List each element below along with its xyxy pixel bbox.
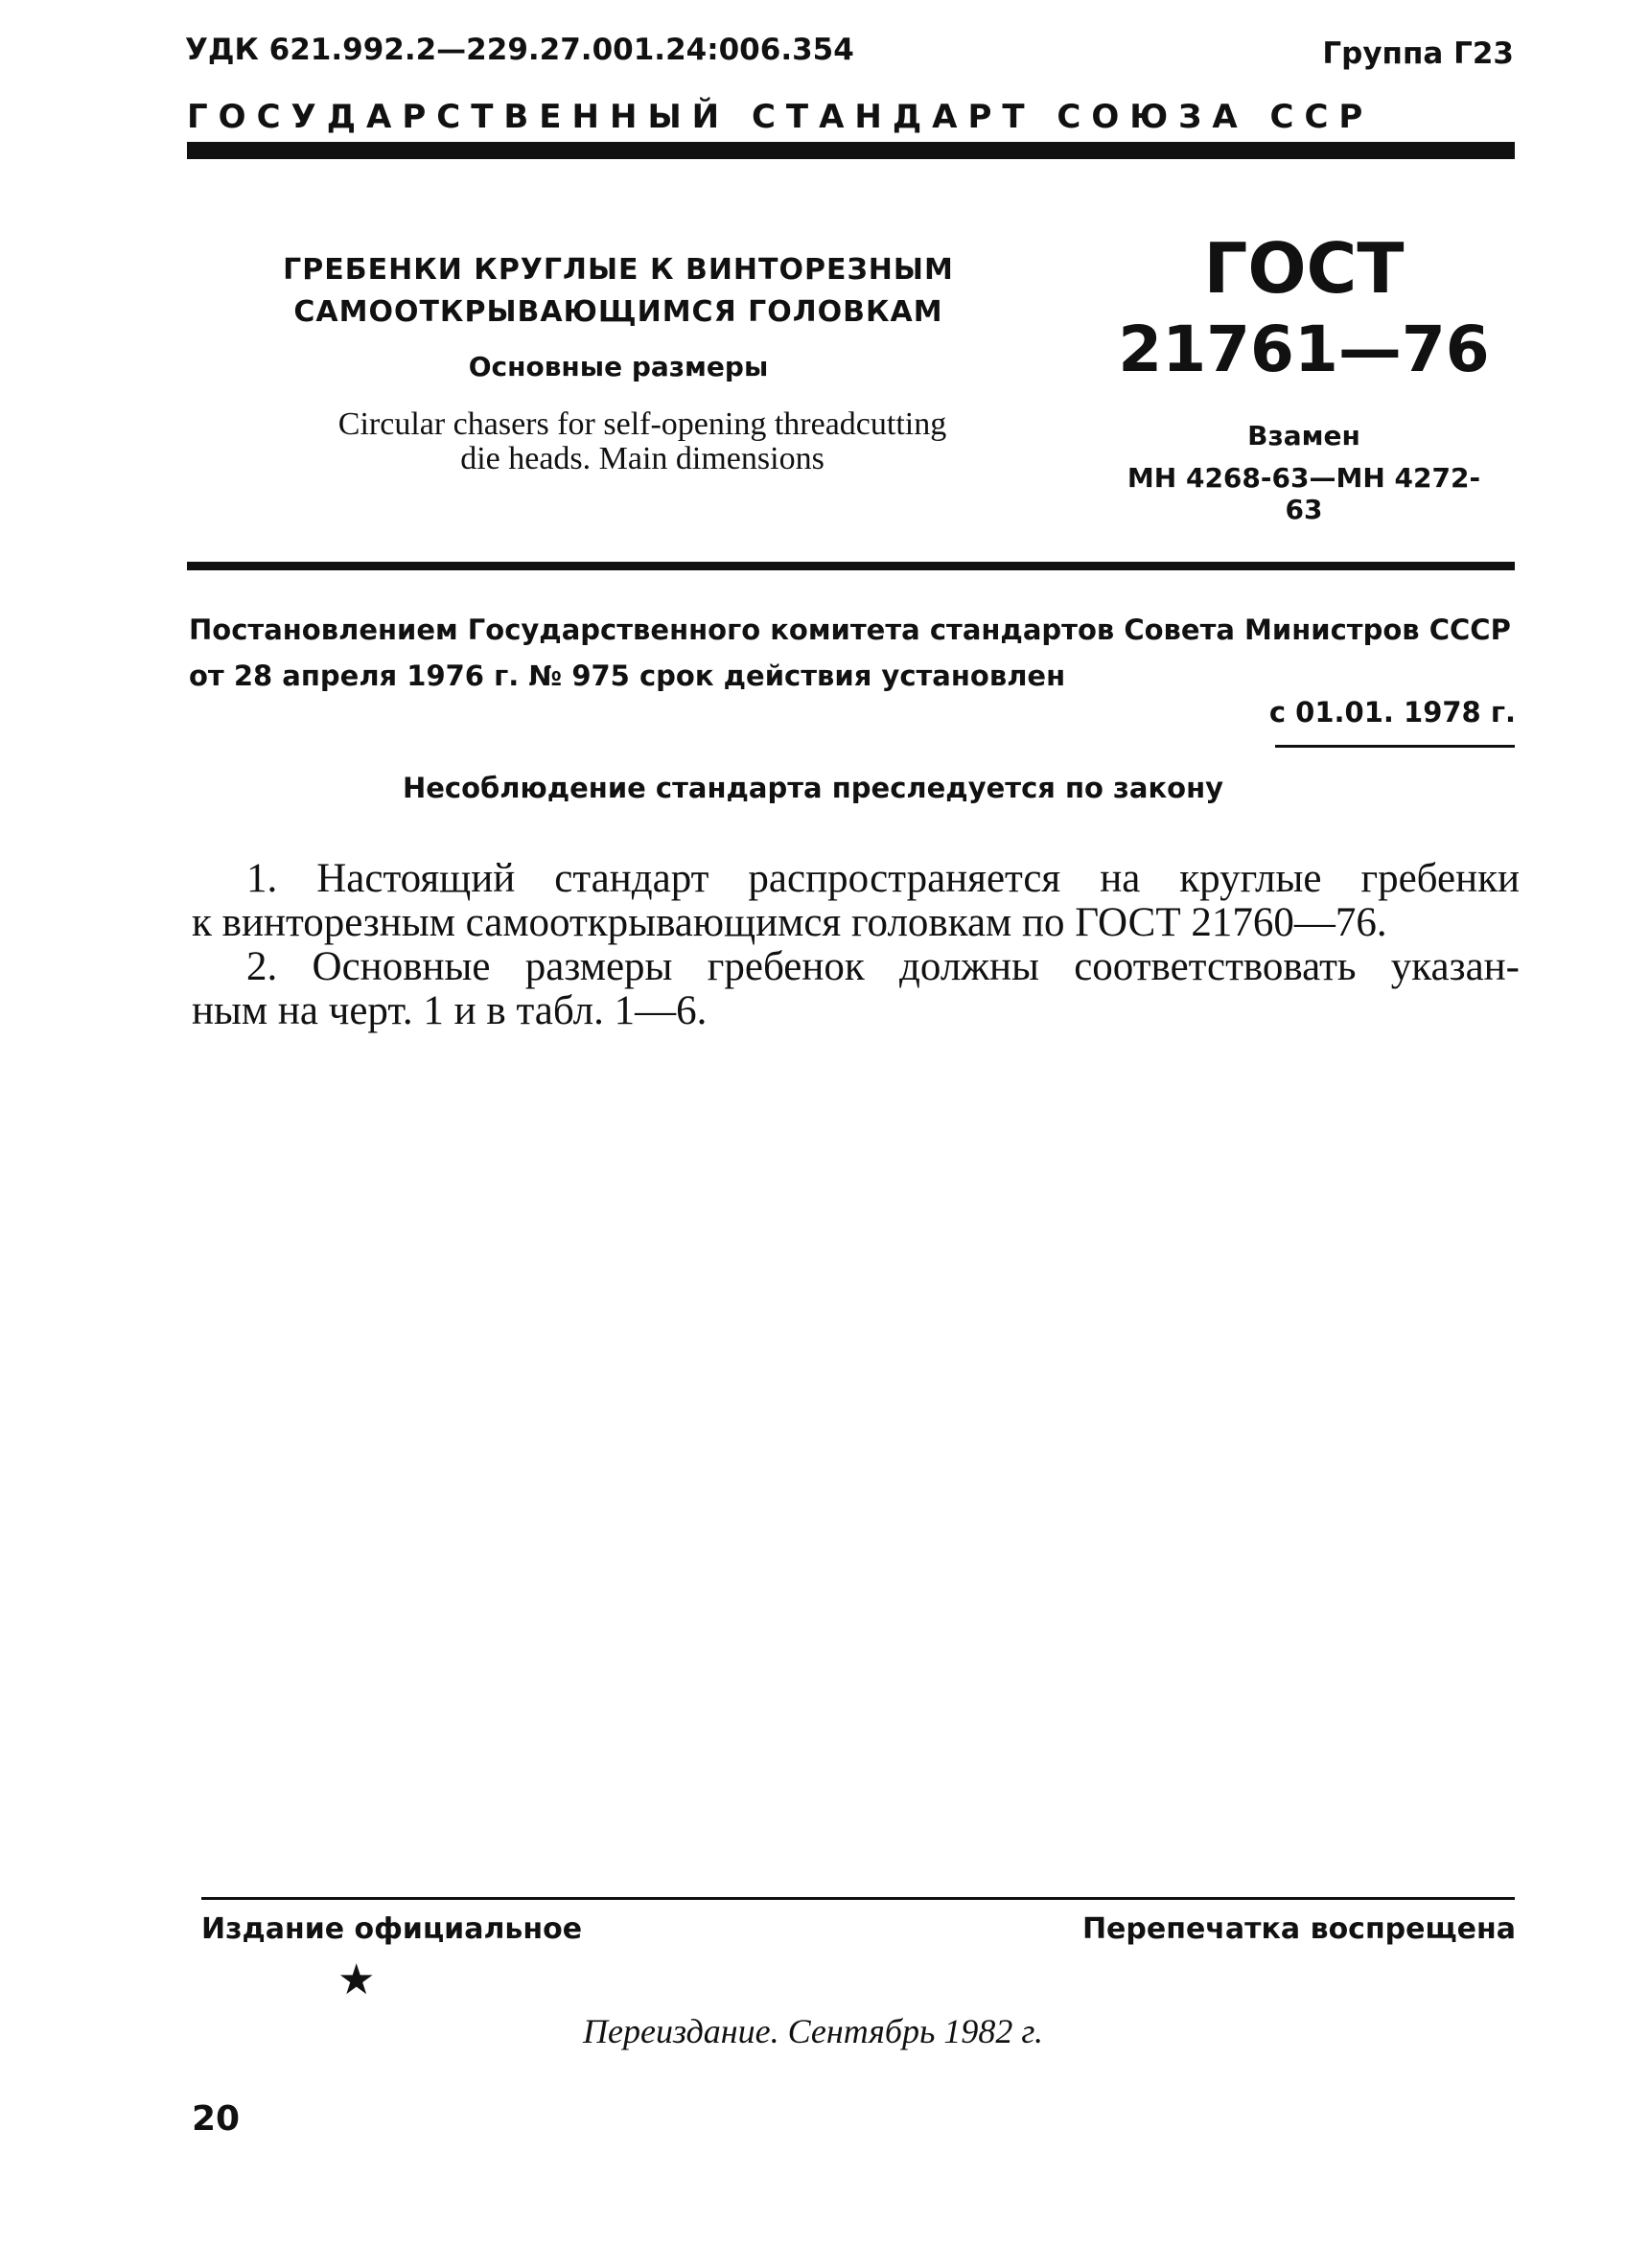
udk-code: УДК 621.992.2—229.27.001.24:006.354 — [185, 33, 854, 67]
decree-line-2: от 28 апреля 1976 г. № 975 срок действия установлен — [189, 660, 1066, 692]
document-title — [249, 249, 987, 334]
paragraph-2-line-2: ным на черт. 1 и в табл. 1—6. — [192, 988, 708, 1033]
star-icon: ★ — [337, 1956, 376, 2003]
english-title-line-1: Circular chasers for self-opening threadcutting — [337, 406, 947, 442]
middle-rule — [187, 562, 1515, 570]
state-standard-heading: ГОСУДАРСТВЕННЫЙ СТАНДАРТ СОЮЗА ССР — [187, 98, 1374, 136]
violation-notice: Несоблюдение стандарта преследуется по закону — [402, 772, 1224, 804]
replaces-value: МН 4268-63—МН 4272-63 — [1127, 462, 1481, 525]
page-number: 20 — [192, 2099, 241, 2139]
top-rule — [187, 142, 1515, 159]
effective-date-underline — [1275, 745, 1515, 748]
gost-number: 21761—76 — [1118, 312, 1490, 386]
group-code: Группа Г23 — [1322, 36, 1514, 71]
document-subtitle: Основные размеры — [468, 351, 769, 382]
reprint-prohibited: Перепечатка воспрещена — [1081, 1912, 1516, 1946]
replaces-label: Взамен — [1247, 420, 1360, 451]
paragraph-1-line-1: 1. Настоящий стандарт распространяется на круглые гребенки — [246, 856, 1520, 901]
paragraph-1-line-2: к винторезным самооткрывающимся головкам по ГОСТ 21760—76. — [192, 900, 1387, 945]
english-title — [249, 407, 1035, 476]
reissue-note: Переиздание. Сентябрь 1982 г. — [583, 2012, 1043, 2050]
footer-rule — [201, 1897, 1515, 1900]
english-title-line-2: die heads. Main dimensions — [460, 441, 825, 476]
official-edition: Издание официальное — [201, 1912, 583, 1946]
title-line-1: ГРЕБЕНКИ КРУГЛЫЕ К ВИНТОРЕЗНЫМ — [283, 253, 954, 287]
title-line-2: САМООТКРЫВАЮЩИМСЯ ГОЛОВКАМ — [293, 295, 943, 329]
paragraph-2-line-1: 2. Основные размеры гребенок должны соответствовать указан- — [246, 944, 1520, 989]
gost-label: ГОСТ — [1203, 228, 1405, 309]
effective-date: с 01.01. 1978 г. — [1268, 696, 1516, 729]
decree-line-1: Постановлением Государственного комитета стандартов Совета Министров СССР — [189, 613, 1511, 646]
